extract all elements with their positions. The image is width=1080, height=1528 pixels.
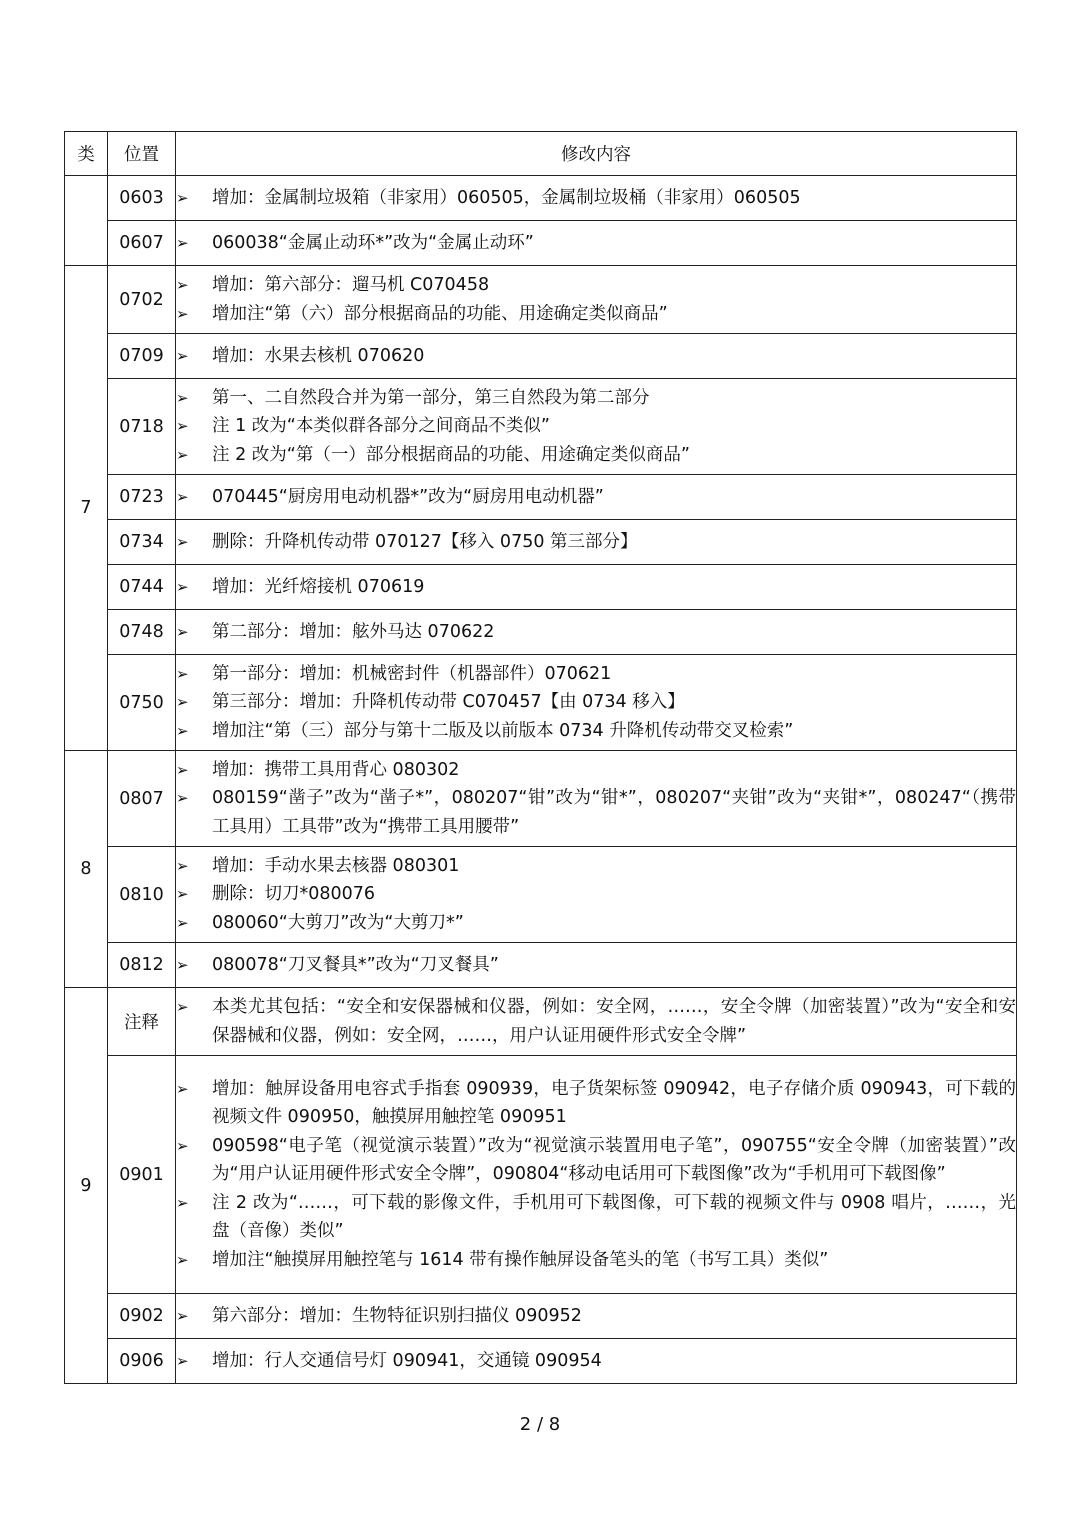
table-row (65, 334, 1017, 379)
item-text: 删除：切刀*080076 (212, 884, 376, 905)
page-number: 2 / 8 (519, 1414, 561, 1435)
item-text: 注 2 改为“……，可下载的影像文件，手机用可下载图像，可下载的视频文件与 0908 唱片，……，光盘（音像）类似” (212, 1192, 1016, 1242)
table-row (65, 379, 1017, 475)
position-cell: 0709 (108, 334, 176, 379)
position-cell: 0750 (108, 655, 176, 751)
item-text: 增加：行人交通信号灯 090941，交通镜 090954 (212, 1350, 602, 1371)
arrow-bullet-icon: ➢ (176, 622, 189, 641)
position-cell: 0603 (108, 176, 176, 221)
list-item (176, 688, 1016, 717)
header-row (65, 132, 1017, 176)
item-text: 第一部分：增加：机械密封件（机器部件）070621 (212, 663, 612, 684)
arrow-bullet-icon: ➢ (176, 445, 189, 464)
position-cell: 0744 (108, 565, 176, 610)
table-row (65, 988, 1017, 1056)
list-item (176, 1246, 1016, 1275)
list-item (176, 1189, 1016, 1246)
header-position: 位置 (108, 132, 176, 176)
table-row (65, 221, 1017, 266)
arrow-bullet-icon: ➢ (176, 998, 189, 1016)
arrow-bullet-icon: ➢ (176, 417, 189, 436)
class-cell: 8 (65, 751, 108, 988)
position-cell: 0718 (108, 379, 176, 475)
arrow-bullet-icon: ➢ (176, 1136, 189, 1155)
list-item (176, 880, 1016, 909)
content-cell (176, 1339, 1017, 1384)
table-row (65, 610, 1017, 655)
item-text: 第二部分：增加：舷外马达 070622 (212, 621, 495, 642)
arrow-bullet-icon: ➢ (176, 487, 189, 506)
item-text: 060038“金属止动环*”改为“金属止动环” (212, 232, 534, 253)
item-text: 080159“凿子”改为“凿子*”，080207“钳”改为“钳*”，080207“夹钳”改为“夹钳*”，080247“（携带工具用）工具带”改为“携带工具用腰带” (212, 788, 1016, 837)
arrow-bullet-icon: ➢ (176, 276, 189, 294)
position-cell: 0906 (108, 1339, 176, 1384)
list-item (176, 618, 1016, 647)
list-item (176, 1302, 1016, 1331)
position-cell: 0734 (108, 520, 176, 565)
table-row (65, 1339, 1017, 1384)
class-cell: 7 (65, 266, 108, 751)
position-cell: 0748 (108, 610, 176, 655)
content-cell (176, 475, 1017, 520)
list-item (176, 229, 1016, 258)
list-item (176, 342, 1016, 371)
arrow-bullet-icon: ➢ (176, 955, 189, 974)
item-text: 080060“大剪刀”改为“大剪刀*” (212, 912, 464, 933)
list-item (176, 660, 1016, 689)
item-text: 增加：水果去核机 070620 (212, 345, 425, 366)
list-item (176, 1347, 1016, 1376)
arrow-bullet-icon: ➢ (176, 346, 189, 365)
arrow-bullet-icon: ➢ (176, 577, 189, 596)
content-cell (176, 847, 1017, 943)
arrow-bullet-icon: ➢ (176, 304, 189, 323)
list-item (176, 784, 1016, 841)
arrow-bullet-icon: ➢ (176, 188, 189, 207)
content-cell (176, 988, 1017, 1056)
position-cell: 注释 (108, 988, 176, 1056)
table-row (65, 1056, 1017, 1294)
item-text: 增加：触屏设备用电容式手指套 090939，电子货架标签 090942，电子存储介质 090943，可下载的视频文件 090950，触摸屏用触控笔 090951 (212, 1078, 1016, 1128)
item-text: 080078“刀叉餐具*”改为“刀叉餐具” (212, 954, 499, 975)
position-cell: 0807 (108, 751, 176, 847)
content-cell (176, 266, 1017, 334)
list-item (176, 412, 1016, 441)
revision-table (64, 131, 1017, 1384)
position-cell: 0902 (108, 1294, 176, 1339)
list-item (176, 384, 1016, 413)
list-item (176, 441, 1016, 470)
item-text: 增加注“触摸屏用触控笔与 1614 带有操作触屏设备笔头的笔（书写工具）类似” (212, 1249, 829, 1270)
list-item (176, 756, 1016, 785)
header-content: 修改内容 (176, 132, 1017, 176)
list-item (176, 909, 1016, 938)
table-row (65, 1294, 1017, 1339)
list-item (176, 271, 1016, 300)
table-row (65, 565, 1017, 610)
item-text: 注 1 改为“本类似群各部分之间商品不类似” (212, 416, 550, 437)
table-row (65, 943, 1017, 988)
content-cell (176, 221, 1017, 266)
table-row (65, 475, 1017, 520)
item-text: 增加：第六部分：遛马机 C070458 (212, 275, 490, 295)
content-cell (176, 334, 1017, 379)
content-cell (176, 1056, 1017, 1294)
class-cell: 9 (65, 988, 108, 1384)
arrow-bullet-icon: ➢ (176, 1079, 189, 1098)
list-item (176, 1075, 1016, 1132)
list-item (176, 951, 1016, 980)
table-row (65, 266, 1017, 334)
content-cell (176, 751, 1017, 847)
arrow-bullet-icon: ➢ (176, 664, 189, 683)
position-cell: 0810 (108, 847, 176, 943)
class-cell (65, 176, 108, 266)
item-text: 增加注“第（三）部分与第十二版及以前版本 0734 升降机传动带交叉检索” (212, 720, 794, 741)
arrow-bullet-icon: ➢ (176, 1193, 189, 1212)
arrow-bullet-icon: ➢ (176, 789, 189, 808)
item-text: 删除：升降机传动带 070127【移入 0750 第三部分】 (212, 531, 638, 552)
item-text: 第三部分：增加：升降机传动带 C070457【由 0734 移入】 (212, 692, 685, 713)
table-row (65, 751, 1017, 847)
position-cell: 0901 (108, 1056, 176, 1294)
position-cell: 0812 (108, 943, 176, 988)
arrow-bullet-icon: ➢ (176, 1250, 189, 1269)
table-row (65, 655, 1017, 751)
arrow-bullet-icon: ➢ (176, 721, 189, 740)
list-item (176, 993, 1016, 1050)
header-class: 类 (65, 132, 108, 176)
item-text: 注 2 改为“第（一）部分根据商品的功能、用途确定类似商品” (212, 444, 690, 465)
list-item (176, 528, 1016, 557)
item-text: 增加：光纤熔接机 070619 (212, 576, 425, 597)
list-item (176, 852, 1016, 881)
arrow-bullet-icon: ➢ (176, 388, 189, 407)
content-cell (176, 1294, 1017, 1339)
content-cell (176, 520, 1017, 565)
arrow-bullet-icon: ➢ (176, 532, 189, 551)
content-cell (176, 176, 1017, 221)
list-item (176, 573, 1016, 602)
item-text: 第一、二自然段合并为第一部分，第三自然段为第二部分 (212, 387, 650, 408)
list-item (176, 483, 1016, 512)
item-text: 增加：手动水果去核器 080301 (212, 855, 460, 876)
list-item (176, 300, 1016, 329)
list-item (176, 184, 1016, 213)
item-text: 090598“电子笔（视觉演示装置）”改为“视觉演示装置用电子笔”，090755“安全令牌（加密装置）”改为“用户认证用硬件形式安全令牌”，090804“移动电话用可下载图像”改为“手机用可下载图像” (212, 1135, 1016, 1185)
content-cell (176, 565, 1017, 610)
item-text: 增加：携带工具用背心 080302 (212, 759, 460, 780)
arrow-bullet-icon: ➢ (176, 1306, 189, 1325)
table-row (65, 176, 1017, 221)
arrow-bullet-icon: ➢ (176, 856, 189, 875)
position-cell: 0607 (108, 221, 176, 266)
content-cell (176, 379, 1017, 475)
arrow-bullet-icon: ➢ (176, 693, 189, 712)
content-cell (176, 943, 1017, 988)
list-item (176, 1132, 1016, 1189)
table-row (65, 847, 1017, 943)
arrow-bullet-icon: ➢ (176, 1351, 189, 1370)
table-row (65, 520, 1017, 565)
arrow-bullet-icon: ➢ (176, 913, 189, 932)
position-cell: 0702 (108, 266, 176, 334)
position-cell: 0723 (108, 475, 176, 520)
item-text: 第六部分：增加：生物特征识别扫描仪 090952 (212, 1305, 582, 1326)
arrow-bullet-icon: ➢ (176, 233, 189, 252)
item-text: 070445“厨房用电动机器*”改为“厨房用电动机器” (212, 486, 604, 507)
content-cell (176, 610, 1017, 655)
arrow-bullet-icon: ➢ (176, 885, 189, 904)
arrow-bullet-icon: ➢ (176, 760, 189, 779)
item-text: 本类尤其包括：“安全和安保器械和仪器，例如：安全网，……，安全令牌（加密装置）”改为“安全和安保器械和仪器，例如：安全网，……，用户认证用硬件形式安全令牌” (212, 997, 1016, 1046)
item-text: 增加：金属制垃圾箱（非家用）060505，金属制垃圾桶（非家用）060505 (212, 187, 801, 208)
content-cell (176, 655, 1017, 751)
list-item (176, 717, 1016, 746)
item-text: 增加注“第（六）部分根据商品的功能、用途确定类似商品” (212, 303, 668, 324)
